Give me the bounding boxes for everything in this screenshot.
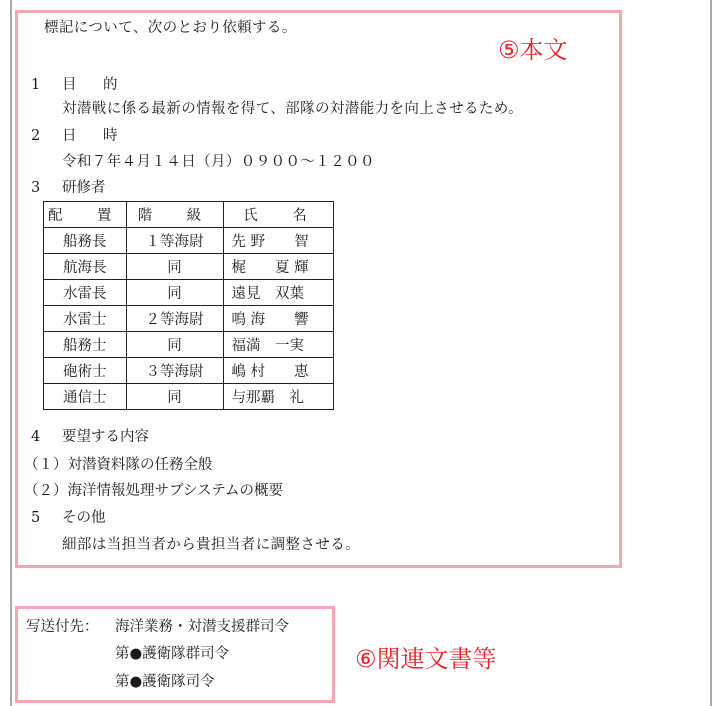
page-left-edge bbox=[10, 0, 12, 706]
table-cell: ３等海尉 bbox=[126, 358, 223, 384]
table-cell: 水雷士 bbox=[44, 306, 127, 332]
section-2-heading: 日 時 bbox=[62, 128, 124, 144]
cc-label: 写送付先： bbox=[26, 619, 99, 635]
table-header-row bbox=[44, 202, 334, 228]
table-cell: 砲術士 bbox=[44, 358, 127, 384]
table-row bbox=[44, 384, 334, 410]
cc-recipient: 第●護衛隊群司令 bbox=[115, 646, 230, 662]
section-4-item-2: （２）海洋情報処理サブシステムの概要 bbox=[24, 483, 283, 499]
table-cell: 水雷長 bbox=[44, 280, 127, 306]
intro-text: 標記について、次のとおり依頼する。 bbox=[44, 20, 297, 36]
section-1-content: 対潜戦に係る最新の情報を得て、部隊の対潜能力を向上させるため。 bbox=[62, 101, 524, 117]
table-row bbox=[44, 332, 334, 358]
section-3-number: 3 bbox=[31, 180, 41, 196]
table-row bbox=[44, 280, 334, 306]
cc-recipient: 海洋業務・対潜支援群司令 bbox=[115, 619, 289, 635]
section-5-heading: その他 bbox=[62, 510, 106, 526]
table-cell: 梶 夏 輝 bbox=[223, 254, 333, 280]
section-4-item-1: （１）対潜資料隊の任務全般 bbox=[24, 457, 213, 473]
page-right-edge bbox=[710, 0, 712, 706]
section-1-number: 1 bbox=[31, 77, 41, 93]
table-cell: 船務士 bbox=[44, 332, 127, 358]
table-cell: ２等海尉 bbox=[126, 306, 223, 332]
table-cell: 船務長 bbox=[44, 228, 127, 254]
table-header-cell: 階 級 bbox=[126, 202, 223, 228]
table-cell: 鳴 海 響 bbox=[223, 306, 333, 332]
body-callout-label: ⑤本文 bbox=[498, 36, 568, 64]
table-cell: １等海尉 bbox=[126, 228, 223, 254]
table-cell: 先 野 智 bbox=[223, 228, 333, 254]
section-4-number: 4 bbox=[31, 429, 41, 445]
section-2-content: 令和７年４月１４日（月）０９００～１２００ bbox=[62, 154, 375, 170]
table-header-cell: 氏 名 bbox=[223, 202, 333, 228]
section-3-heading: 研修者 bbox=[62, 180, 106, 196]
table-cell: 同 bbox=[126, 280, 223, 306]
table-cell: 与那覇 礼 bbox=[223, 384, 333, 410]
section-5-content: 細部は当担当者から貴担当者に調整させる。 bbox=[62, 537, 360, 553]
section-2-number: 2 bbox=[31, 128, 41, 144]
section-4-heading: 要望する内容 bbox=[62, 429, 149, 445]
table-row bbox=[44, 306, 334, 332]
table-cell: 航海長 bbox=[44, 254, 127, 280]
table-cell: 通信士 bbox=[44, 384, 127, 410]
table-cell: 遠見 双葉 bbox=[223, 280, 333, 306]
table-cell: 福満 一実 bbox=[223, 332, 333, 358]
trainee-table bbox=[43, 201, 334, 410]
section-1-heading: 目 的 bbox=[62, 77, 124, 93]
table-row bbox=[44, 254, 334, 280]
related-docs-callout-label: ⑥関連文書等 bbox=[355, 645, 497, 673]
table-row bbox=[44, 358, 334, 384]
table-header-cell: 配 置 bbox=[44, 202, 127, 228]
table-cell: 同 bbox=[126, 332, 223, 358]
table-row bbox=[44, 228, 334, 254]
section-5-number: 5 bbox=[31, 510, 41, 526]
table-cell: 同 bbox=[126, 384, 223, 410]
table-cell: 嶋 村 恵 bbox=[223, 358, 333, 384]
cc-recipient: 第●護衛隊司令 bbox=[115, 674, 215, 690]
table-cell: 同 bbox=[126, 254, 223, 280]
